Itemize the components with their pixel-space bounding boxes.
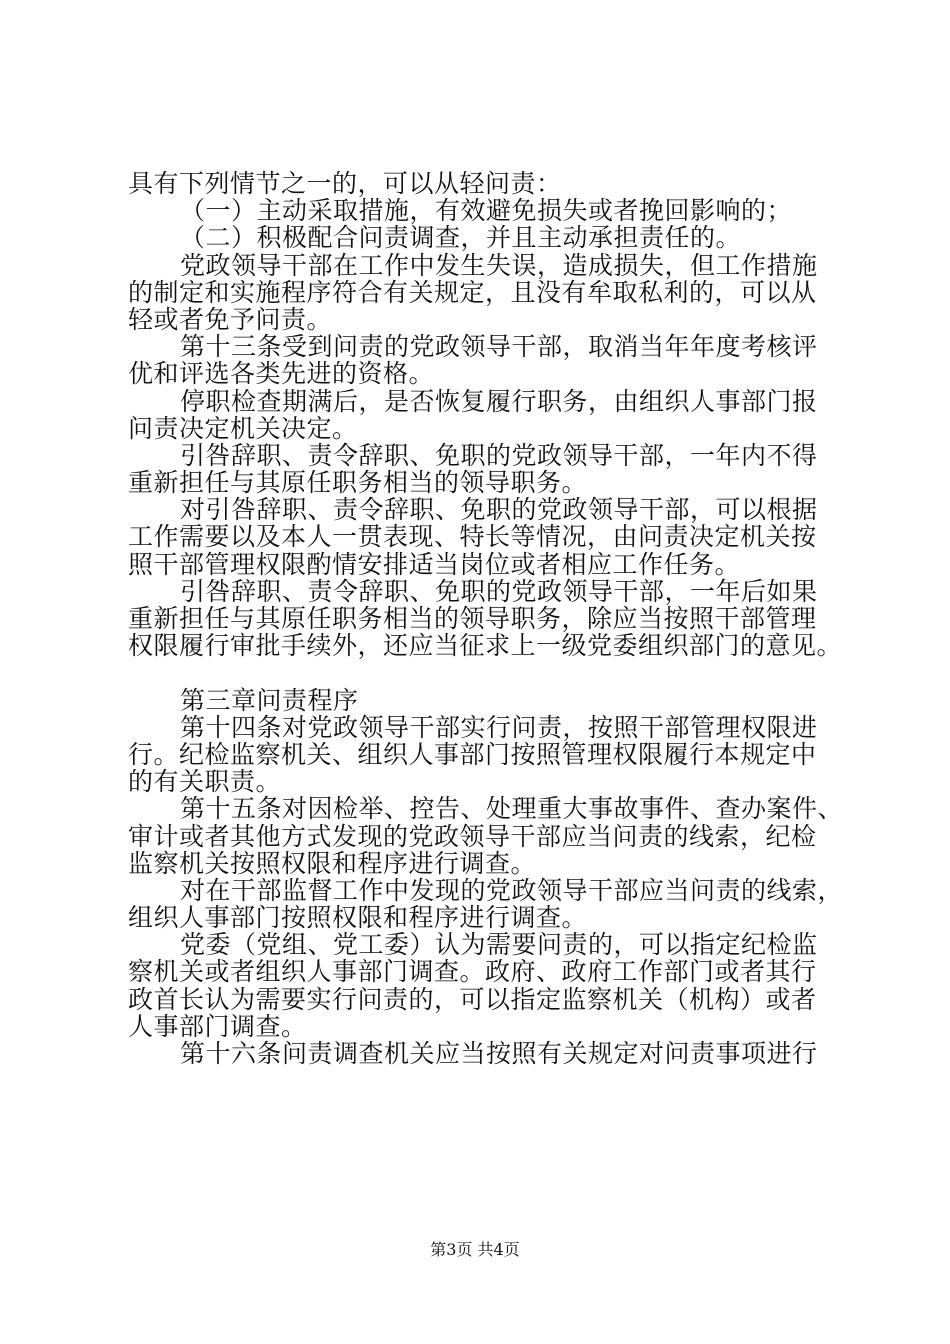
text-line: 引咎辞职、责令辞职、免职的党政领导干部，一年内不得 (180, 440, 818, 470)
text-line: 照干部管理权限酌情安排适当岗位或者相应工作任务。 (128, 549, 741, 579)
blank-line (128, 659, 832, 686)
text-line: 党政领导干部在工作中发生失误，造成损失，但工作措施 (180, 250, 818, 280)
text-line: 停职检查期满后，是否恢复履行职务，由组织人事部门报 (180, 386, 818, 416)
text-line: 对引咎辞职、责令辞职、免职的党政领导干部，可以根据 (180, 495, 818, 525)
text-line: （二）积极配合问责调查，并且主动承担责任的。 (180, 223, 742, 253)
text-line: 引咎辞职、责令辞职、免职的党政领导干部，一年后如果 (180, 576, 818, 606)
text-line: 组织人事部门按照权限和程序进行调查。 (128, 903, 588, 933)
text-line: 党委（党组、党工委）认为需要问责的，可以指定纪检监 (180, 930, 818, 960)
text-line: 优和评选各类先进的资格。 (128, 359, 435, 389)
text-line: 第十三条受到问责的党政领导干部，取消当年年度考核评 (180, 332, 818, 362)
text-line: 第十四条对党政领导干部实行问责，按照干部管理权限进 (180, 712, 818, 742)
text-line: 对在干部监督工作中发现的党政领导干部应当问责的线索， (180, 875, 844, 905)
page-footer: 第3页 共4页 (430, 1240, 520, 1259)
text-line: 重新担任与其原任职务相当的领导职务，除应当按照干部管理 (128, 604, 817, 633)
text-line: 具有下列情节之一的，可以从轻问责： (128, 169, 562, 198)
text-line: 第十六条问责调查机关应当按照有关规定对问责事项进行 (180, 1039, 818, 1068)
text-line: 审计或者其他方式发现的党政领导干部应当问责的线索，纪检 (128, 821, 817, 851)
text-line: 监察机关按照权限和程序进行调查。 (128, 848, 537, 878)
text-line: 第十五条对因检举、控告、处理重大事故事件、查办案件、 (180, 794, 844, 824)
text-line: （一）主动采取措施，有效避免损失或者挽回影响的； (180, 196, 793, 226)
text-line: 察机关或者组织人事部门调查。政府、政府工作部门或者其行 (128, 957, 817, 987)
text-line: 问责决定机关决定。 (128, 413, 358, 443)
text-line: 的有关职责。 (128, 767, 282, 797)
text-line: 工作需要以及本人一贯表现、特长等情况，由问责决定机关按 (128, 522, 817, 552)
text-line: 权限履行审批手续外，还应当征求上一级党委组织部门的意见。 (128, 631, 843, 661)
text-line: 第三章问责程序 (180, 685, 359, 715)
text-line: 重新担任与其原任职务相当的领导职务。 (128, 468, 588, 498)
text-line: 人事部门调查。 (128, 1011, 307, 1041)
text-line: 行。纪检监察机关、组织人事部门按照管理权限履行本规定中 (128, 739, 817, 769)
text-line: 的制定和实施程序符合有关规定，且没有牟取私利的，可以从 (128, 277, 817, 307)
document-body (128, 169, 844, 1068)
text-line: 轻或者免予问责。 (128, 304, 333, 334)
text-line: 政首长认为需要实行问责的，可以指定监察机关（机构）或者 (128, 984, 817, 1014)
